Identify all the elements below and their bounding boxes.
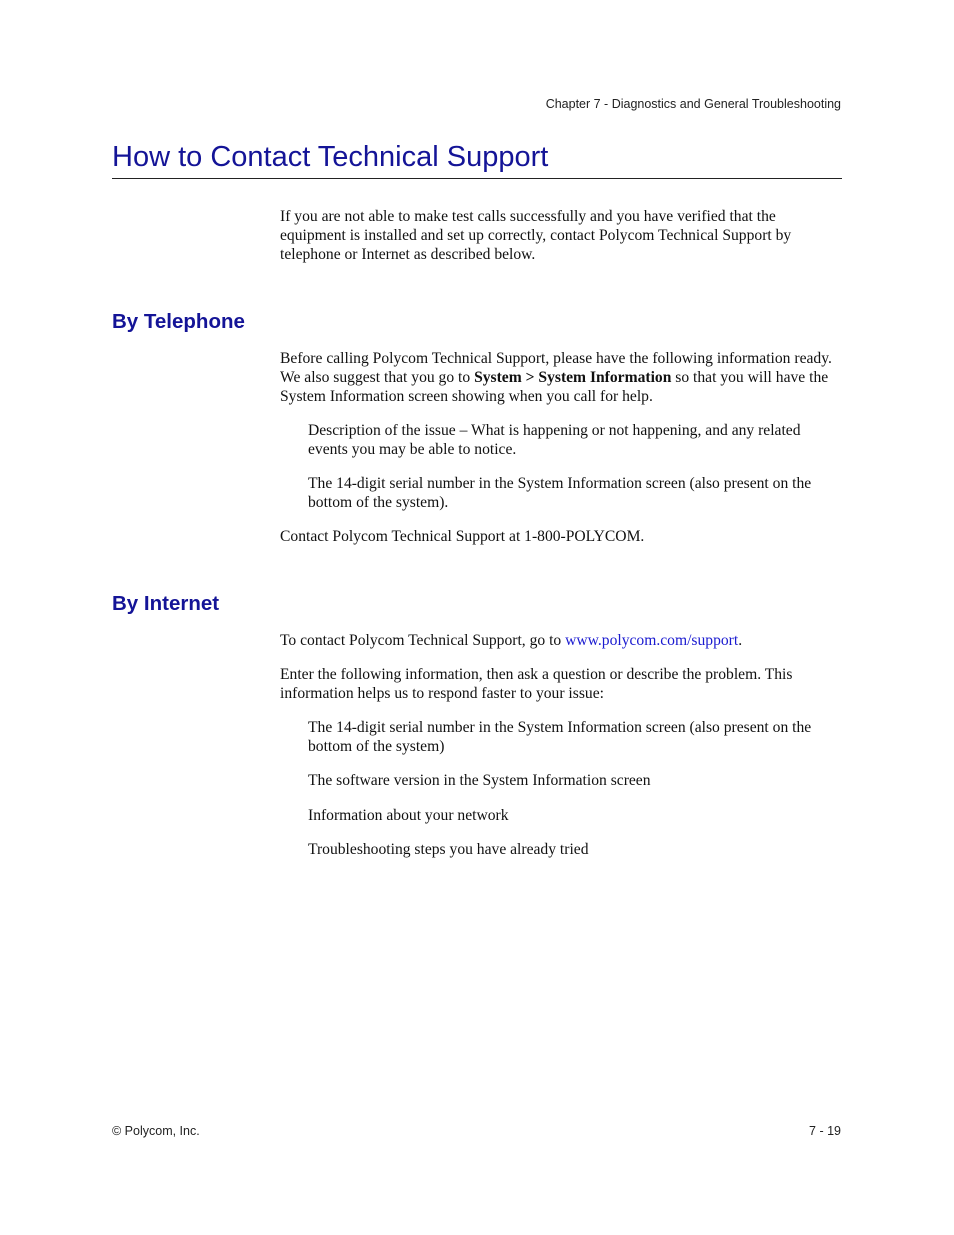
telephone-contact: Contact Polycom Technical Support at 1-800-POLYCOM. [280,528,645,545]
support-link[interactable]: www.polycom.com/support [565,632,739,649]
telephone-item-serial: The 14-digit serial number in the System Information screen (also present on the bottom of the system). [308,475,812,511]
page-title: How to Contact Technical Support [112,140,842,179]
internet-item-network: Information about your network [308,807,509,824]
internet-item-troubleshooting: Troubleshooting steps you have already tried [308,841,589,858]
internet-item-software-version: The software version in the System Information screen [308,772,651,789]
intro-paragraph: If you are not able to make test calls successfully and you have verified that the equipment is installed and set up correctly, contact Polycom Technical Support by telephone or Internet as described below. [280,208,792,263]
telephone-paragraph-end: so that you will have the System Information screen showing when you call for help. [280,369,829,405]
internet-paragraph-start: To contact Polycom Technical Support, go to [280,632,566,649]
internet-paragraph-2: Enter the following information, then ask a question or describe the problem. This information helps us to respond faster to your issue: [280,666,793,702]
telephone-paragraph [280,349,842,406]
footer-copyright: © Polycom, Inc. [112,1124,200,1138]
section-heading-telephone: By Telephone [112,310,245,333]
footer-page-number: 7 - 19 [809,1124,841,1138]
running-head: Chapter 7 - Diagnostics and General Troubleshooting [545,97,841,111]
telephone-item-description: Description of the issue – What is happening or not happening, and any related events you may be able to notice. [308,422,801,458]
section-heading-internet: By Internet [112,592,220,615]
internet-paragraph-end: . [738,632,743,649]
telephone-paragraph-start: Before calling Polycom Technical Support, please have the following information ready. We also suggest that you go to [280,350,832,386]
internet-paragraph [280,631,842,650]
internet-item-serial: The 14-digit serial number in the System Information screen (also present on the bottom of the system) [308,719,812,755]
menu-path: System > System Information [474,369,672,386]
